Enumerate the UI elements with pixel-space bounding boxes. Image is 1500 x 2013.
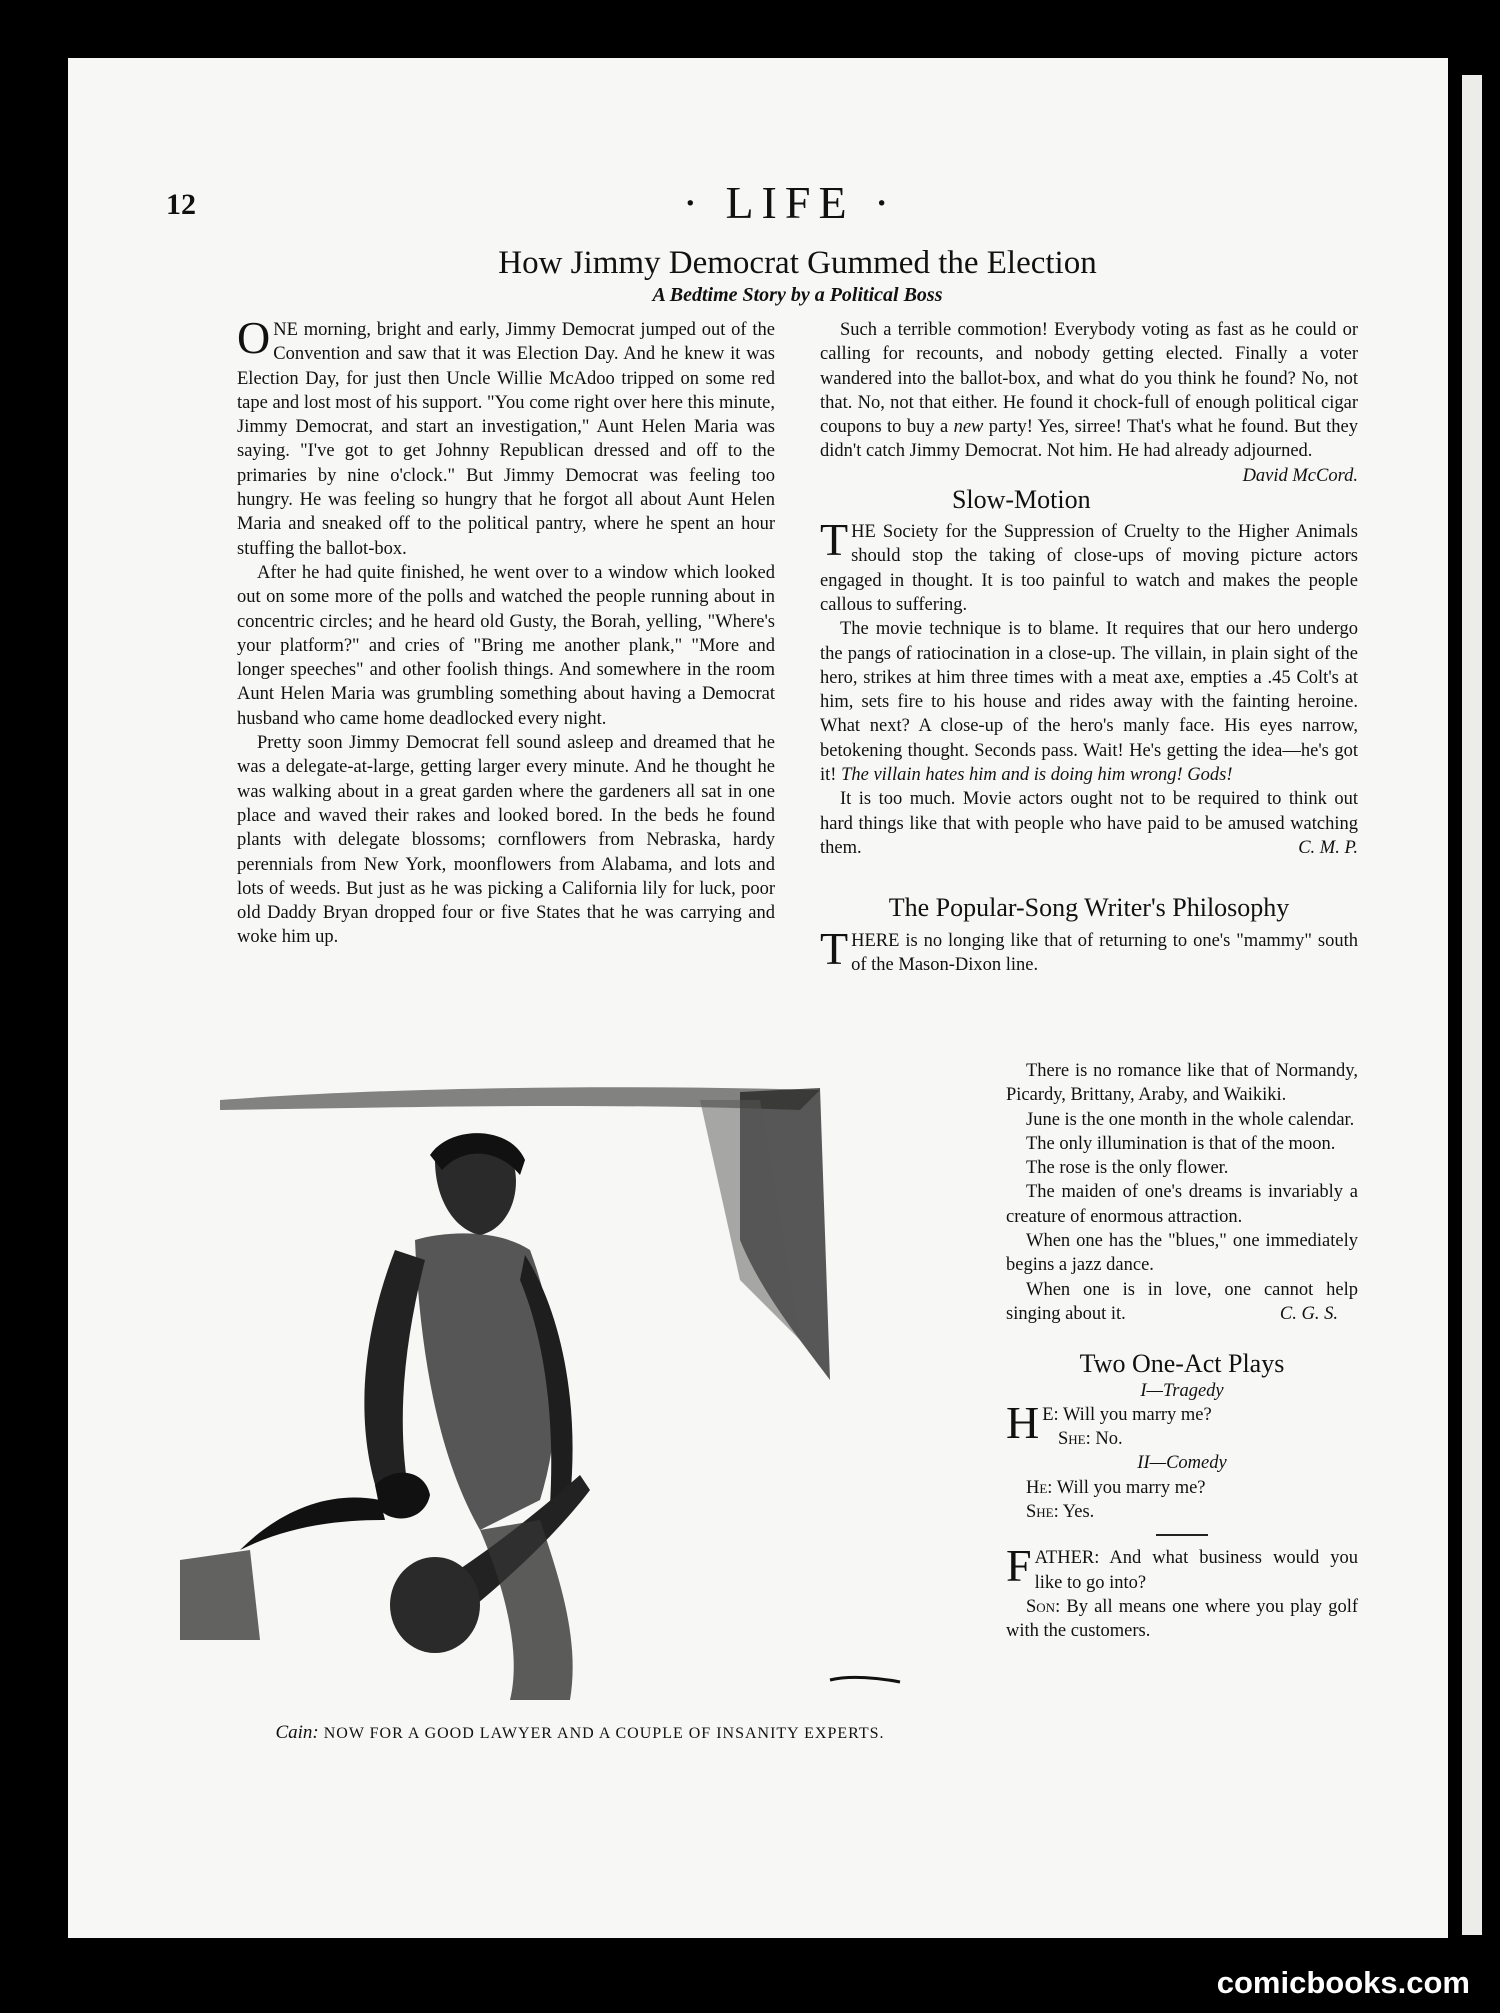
page-gutter	[1448, 58, 1462, 1938]
left-column	[237, 312, 775, 950]
dialogue-line: She: Yes.	[1026, 1502, 1095, 1523]
drop-cap: T	[820, 514, 849, 566]
article-subtitle: A Bedtime Story by a Political Boss	[652, 284, 943, 306]
article1-paragraph: ONE morning, bright and early, Jimmy Democrat jumped out of the Convention and saw that it was Election Day. And he knew it was Election Day, for just then Uncle Willie McAdoo tripped on some red tape and lost most of his support. "You come right over here this minute, Jimmy Democrat, and start an investigation," Aunt Helen Maria was saying. "I've got to get Johnny Republican dressed and off to the primaries by nine o'clock." But Jimmy Democrat was feeling too hungry. He was feeling so hungry that he forgot all about Aunt Helen Maria and sneaked off to the political pantry, where he spent an hour stuffing the ballot-box.	[237, 312, 775, 559]
cain-illustration	[180, 1080, 980, 1715]
page-number: 12	[166, 188, 196, 221]
illustration-caption: Cain: NOW FOR A GOOD LAWYER AND A COUPLE OF INSANITY EXPERTS.	[275, 1722, 885, 1743]
article-headline: How Jimmy Democrat Gummed the Election	[498, 245, 1097, 281]
philosophy-line: The rose is the only flower.	[1026, 1158, 1229, 1179]
philosophy-line: The maiden of one's dreams is invariably a creature of enormous attraction.	[1006, 1182, 1358, 1227]
drop-cap: T	[820, 922, 849, 974]
drop-cap: H	[1006, 1396, 1040, 1448]
philosophy-line: There is no romance like that of Normandy, Picardy, Brittany, Araby, and Waikiki.	[1006, 1061, 1358, 1106]
article1-paragraph: Pretty soon Jimmy Democrat fell sound asleep and dreamed that he was a delegate-at-large, getting larger every minute. And he thought he was walking about in a great garden where the gardeners all sat in one place and waved their rakes and looked bored. In the beds he found plants with delegate blossoms; cornflowers from Nebraska, hardy perennials from New York, moonflowers from Alabama, and lots and lots of weeds. But just as he was picking a California lily for luck, poor old Daddy Bryan dropped four or five States that he was carrying and woke him up.	[237, 733, 775, 948]
joke-paragraph: Son: By all means one where you play golf with the customers.	[1006, 1596, 1358, 1642]
act-heading: I—Tragedy	[1140, 1380, 1224, 1401]
act-heading: II—Comedy	[1137, 1453, 1227, 1474]
right-column	[820, 318, 1358, 977]
philosophy-line: The only illumination is that of the moon.	[1026, 1133, 1336, 1154]
dialogue-line: She: No.	[1058, 1429, 1123, 1450]
section-title: The Popular-Song Writer's Philosophy	[888, 893, 1290, 923]
philosophy-line: When one is in love, one cannot help singing about it. C. G. S.	[1006, 1278, 1358, 1327]
section-title: Slow-Motion	[951, 484, 1091, 514]
watermark: comicbooks.com	[1216, 1965, 1470, 2000]
dialogue-line: H E: Will you marry me?	[1006, 1396, 1212, 1448]
article2-paragraph: The movie technique is to blame. It requires that our hero undergo the pangs of ratiocination in a close-up. The villain, in plain sight of the hero, strikes at him three times with a meat axe, empties a .45 Colt's at him, sets fire to his house and rides away with the fainting heroine. What next? A close-up of the hero's manly face. His eyes narrow, betokening thought. Seconds pass. Wait! He's getting the idea—he's got it! The villain hates him and is doing him wrong! Gods!	[820, 619, 1358, 786]
signature: C. M. P.	[1298, 837, 1358, 858]
section-title: Two One-Act Plays	[1079, 1349, 1285, 1379]
article1-paragraph: Such a terrible commotion! Everybody voting as fast as he could or calling for recounts, and nobody getting elected. Finally a voter wandered into the ballot-box, and what do you think he found? No, not that. No, not that either. He found it chock-full of enough political cigar coupons to buy a new party! Yes, sirree! That's what he found. But they didn't catch Jimmy Democrat. Not him. He had already adjourned. David McCord.	[820, 318, 1358, 464]
article3-paragraph: THERE is no longing like that of returning to one's "mammy" south of the Mason-Dixon line.	[820, 922, 1358, 975]
article1-paragraph: After he had quite finished, he went over to a window which looked out on some more of the polls and watched the people running about in concentric circles; and he heard old Gusty, the Borah, yelling, "Where's your platform?" and cries of "Bring me another plank," "More and longer speeches" and other foolish things. And somewhere in the room Aunt Helen Maria was grumbling something about having a Democrat husband who came home deadlocked every night.	[237, 562, 775, 729]
signature: David McCord.	[1242, 465, 1358, 486]
narrow-column	[1006, 1059, 1358, 1644]
philosophy-line: June is the one month in the whole calendar.	[1026, 1109, 1355, 1130]
drop-cap: F	[1006, 1540, 1032, 1592]
article2-paragraph: It is too much. Movie actors ought not to be required to think out hard things like that with people who have paid to be amused watching them. C. M. P.	[820, 787, 1358, 860]
joke-paragraph: FATHER: And what business would you like to go into?	[1006, 1540, 1358, 1593]
philosophy-line: When one has the "blues," one immediately begins a jazz dance.	[1006, 1231, 1358, 1276]
signature: C. G. S.	[1279, 1303, 1338, 1324]
drop-cap: O	[237, 312, 271, 363]
article2-paragraph: THE Society for the Suppression of Cruelty to the Higher Animals should stop the taking of close-ups of moving picture actors engaged in thought. It is too painful to watch and makes the people callous to suffering.	[820, 514, 1358, 615]
dialogue-line: He: Will you marry me?	[1026, 1477, 1206, 1498]
masthead: · LIFE ·	[682, 177, 898, 228]
next-page-edge	[1462, 75, 1482, 1935]
divider	[1156, 1534, 1208, 1536]
